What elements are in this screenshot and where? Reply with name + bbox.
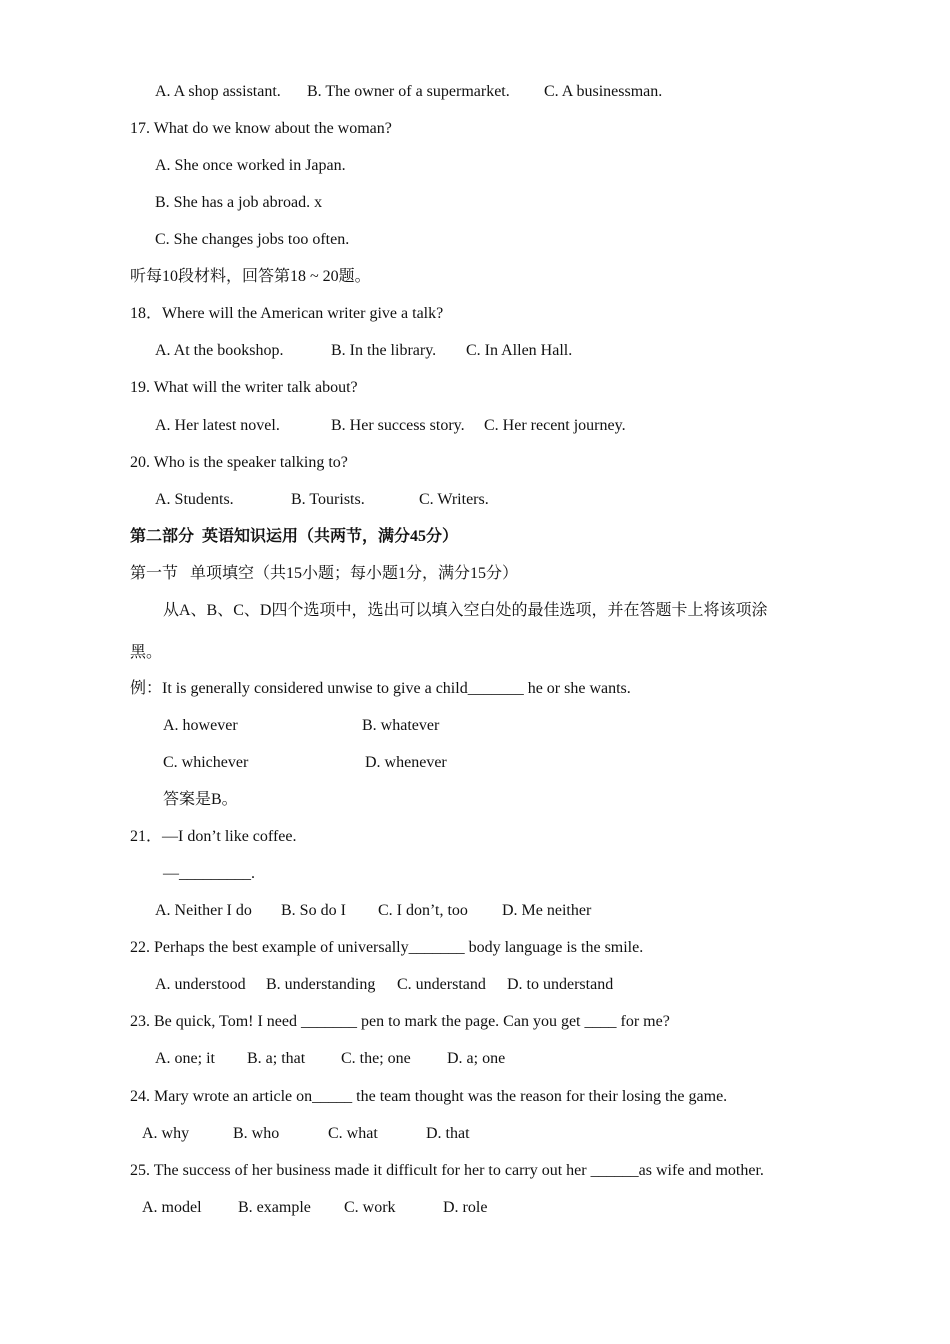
q24-option-a: A. why [142, 1125, 190, 1142]
q21-option-b: B. So do I [281, 902, 346, 919]
q19-question: 19. What will the writer talk about? [130, 379, 358, 396]
example-option-b: B. whatever [362, 717, 440, 734]
q22-option-b: B. understanding [266, 976, 376, 993]
q16-option-b: B. The owner of a supermarket. [307, 83, 510, 100]
q23-option-d: D. a; one [447, 1050, 506, 1067]
q16-option-a: A. A shop assistant. [155, 83, 281, 100]
instruction-18-20: 听每10段材料，回答第18 ~ 20题。 [130, 268, 371, 285]
q23-option-a: A. one; it [155, 1050, 215, 1067]
q17-option-c: C. She changes jobs too often. [155, 231, 350, 248]
q21-question: 21．—I don’t like coffee. [130, 828, 297, 845]
q18-option-b: B. In the library. [331, 342, 437, 359]
q19-option-c: C. Her recent journey. [484, 417, 626, 434]
example-option-c: C. whichever [163, 754, 249, 771]
q17-option-b: B. She has a job abroad. x [155, 194, 323, 211]
q25-question: 25. The success of her business made it difficult for her to carry out her ______as wife and mother. [130, 1162, 764, 1179]
q25-option-d: D. role [443, 1199, 488, 1216]
q25-options [0, 1198, 488, 1318]
q17-option-a: A. She once worked in Japan. [155, 157, 346, 174]
q23-option-c: C. the; one [341, 1050, 411, 1067]
q19-option-a: A. Her latest novel. [155, 417, 280, 434]
part2-title: 第二部分 英语知识运用（共两节，满分45分） [130, 528, 459, 545]
example-answer: 答案是B。 [163, 791, 238, 808]
q22-option-d: D. to understand [507, 976, 614, 993]
q21-reply: —_________. [163, 865, 255, 882]
directions-line-1: 从A、B、C、D四个选项中，选出可以填入空白处的最佳选项，并在答题卡上将该项涂 [163, 602, 768, 619]
q21-option-a: A. Neither I do [155, 902, 252, 919]
q18-option-c: C. In Allen Hall. [466, 342, 573, 359]
q18-option-a: A. At the bookshop. [155, 342, 284, 359]
q23-question: 23. Be quick, Tom! I need _______ pen to mark the page. Can you get ____ for me? [130, 1013, 670, 1030]
q21-option-d: D. Me neither [502, 902, 592, 919]
q17-question: 17. What do we know about the woman? [130, 120, 392, 137]
q23-option-b: B. a; that [247, 1050, 306, 1067]
q25-option-a: A. model [142, 1199, 202, 1216]
directions-line-2: 黑。 [130, 644, 163, 661]
example-question: 例：It is generally considered unwise to give a child_______ he or she wants. [130, 680, 631, 697]
q20-option-a: A. Students. [155, 491, 234, 508]
q19-option-b: B. Her success story. [331, 417, 465, 434]
q25-option-b: B. example [238, 1199, 311, 1216]
q22-option-a: A. understood [155, 976, 246, 993]
q24-option-d: D. that [426, 1125, 470, 1142]
q22-question: 22. Perhaps the best example of universally_______ body language is the smile. [130, 939, 644, 956]
q20-question: 20. Who is the speaker talking to? [130, 454, 348, 471]
q24-option-b: B. who [233, 1125, 280, 1142]
q18-question: 18．Where will the American writer give a talk? [130, 305, 444, 322]
q16-option-c: C. A businessman. [544, 83, 663, 100]
q20-option-c: C. Writers. [419, 491, 489, 508]
example-option-a: A. however [163, 717, 238, 734]
example-option-d: D. whenever [365, 754, 447, 771]
q24-question: 24. Mary wrote an article on_____ the team thought was the reason for their losing the game. [130, 1088, 728, 1105]
q20-option-b: B. Tourists. [291, 491, 365, 508]
q24-option-c: C. what [328, 1125, 378, 1142]
q22-option-c: C. understand [397, 976, 486, 993]
section1-title: 第一节 单项填空（共15小题；每小题1分，满分15分） [130, 565, 519, 582]
q25-option-c: C. work [344, 1199, 396, 1216]
q21-option-c: C. I don’t, too [378, 902, 468, 919]
